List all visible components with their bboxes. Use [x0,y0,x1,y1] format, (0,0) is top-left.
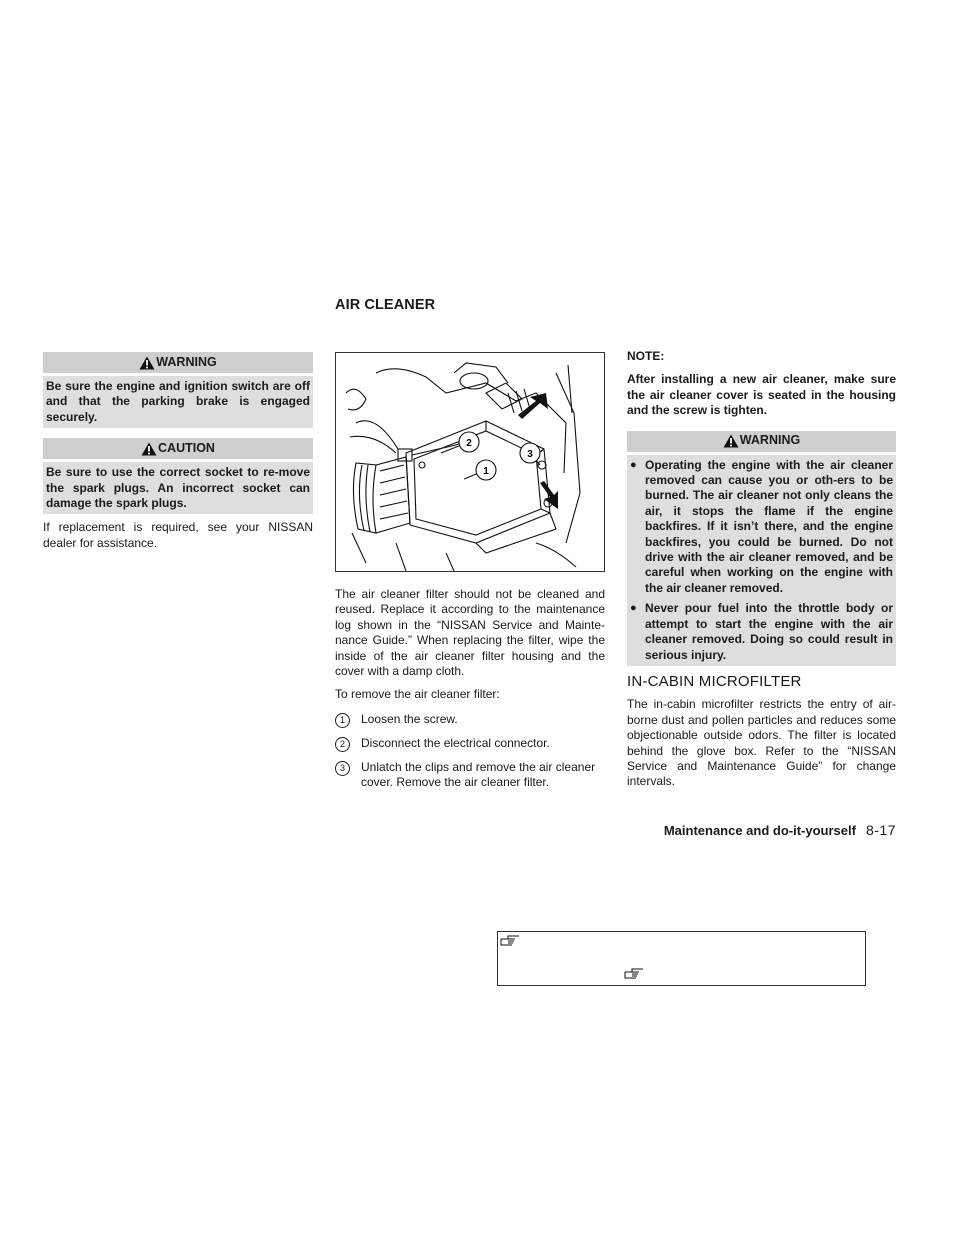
step-list [335,712,605,791]
caution-box-header [43,438,313,459]
reference-box [497,931,866,986]
bullet-text: Operating the engine with the air cleaner removed can cause you or oth-ers to be burned. The air cleaner not only cleans the air, it stops the flame if the engine backfires. If it isn’t there, and the engine backfires, you could be burned. Do not drive with the air cleaner removed, and be careful when working on the engine with the air cleaner removed. [645,457,893,595]
warning-box [43,352,313,428]
section-title: AIR CLEANER [335,297,436,313]
step-item [335,712,605,728]
warning-triangle-icon [139,356,155,370]
bullet-icon: ● [630,458,637,471]
warning-box-2 [627,431,896,666]
warning-label: WARNING [156,354,217,369]
note-heading: NOTE: [627,349,665,363]
step-number: 1 [335,713,350,728]
chapter-title: Maintenance and do-it-yourself [663,823,856,838]
callout-3: 3 [527,449,533,460]
warning-triangle-icon [723,434,739,448]
step-text: Loosen the screw. [361,711,458,726]
pointing-hand-icon [500,934,520,946]
engine-illustration [336,353,604,571]
page-footer [664,822,896,838]
step-item [335,760,605,791]
column-2 [335,352,605,799]
microfilter-body: The in-cabin microfilter restricts the entry of air-borne dust and pollen particles and reduces some objectionable outside odors. The filter is located behind the glove box. Refer to the “NISSAN Service and Maintenance Guide” for change intervals. [627,697,896,789]
warning-triangle-icon [141,442,157,456]
step-text: Disconnect the electrical connector. [361,735,550,750]
step-number: 3 [335,761,350,776]
warning-box-2-header [627,431,896,452]
step-text: Unlatch the clips and remove the air cleaner cover. Remove the air cleaner filter. [361,759,596,790]
caution-box [43,438,313,514]
warning-bullet [630,601,893,663]
warning-bullet [630,458,893,597]
bullet-icon: ● [630,602,637,615]
pointing-hand-icon [624,967,644,979]
engine-figure [335,352,605,572]
warning-box-body: Be sure the engine and ignition switch are off and that the parking brake is engaged securely. [43,376,313,428]
column-1 [43,352,313,551]
callout-1: 1 [483,466,489,477]
callout-2: 2 [466,438,472,449]
page-number: 8-17 [865,822,896,838]
note-body: After installing a new air cleaner, make sure the air cleaner cover is seated in the housing and the screw is tighten. [627,372,896,418]
remove-intro: To remove the air cleaner filter: [335,687,500,702]
step-number: 2 [335,737,350,752]
filter-paragraph: The air cleaner filter should not be cleaned and reused. Replace it according to the maintenance log shown in the “NISSAN Service and Mainte-nance Guide.” When replacing the filter, wipe the inside of the air cleaner filter housing and the cover with a damp cloth. [335,587,605,679]
microfilter-heading: IN-CABIN MICROFILTER [627,672,802,690]
warning-box-header [43,352,313,373]
bullet-text: Never pour fuel into the throttle body or attempt to start the engine with the air cleaner removed. Doing so could result in serious injury. [645,601,893,662]
warning-label: WARNING [739,433,801,448]
warning-box-2-body [627,455,896,666]
dealer-text: If replacement is required, see your NISSAN dealer for assistance. [43,520,313,550]
caution-box-body: Be sure to use the correct socket to re-move the spark plugs. An incorrect socket can damage the spark plugs. [43,462,313,514]
caution-label: CAUTION [158,441,215,456]
warning-bullet-list [630,458,893,663]
step-item [335,736,605,752]
column-3 [627,349,896,790]
